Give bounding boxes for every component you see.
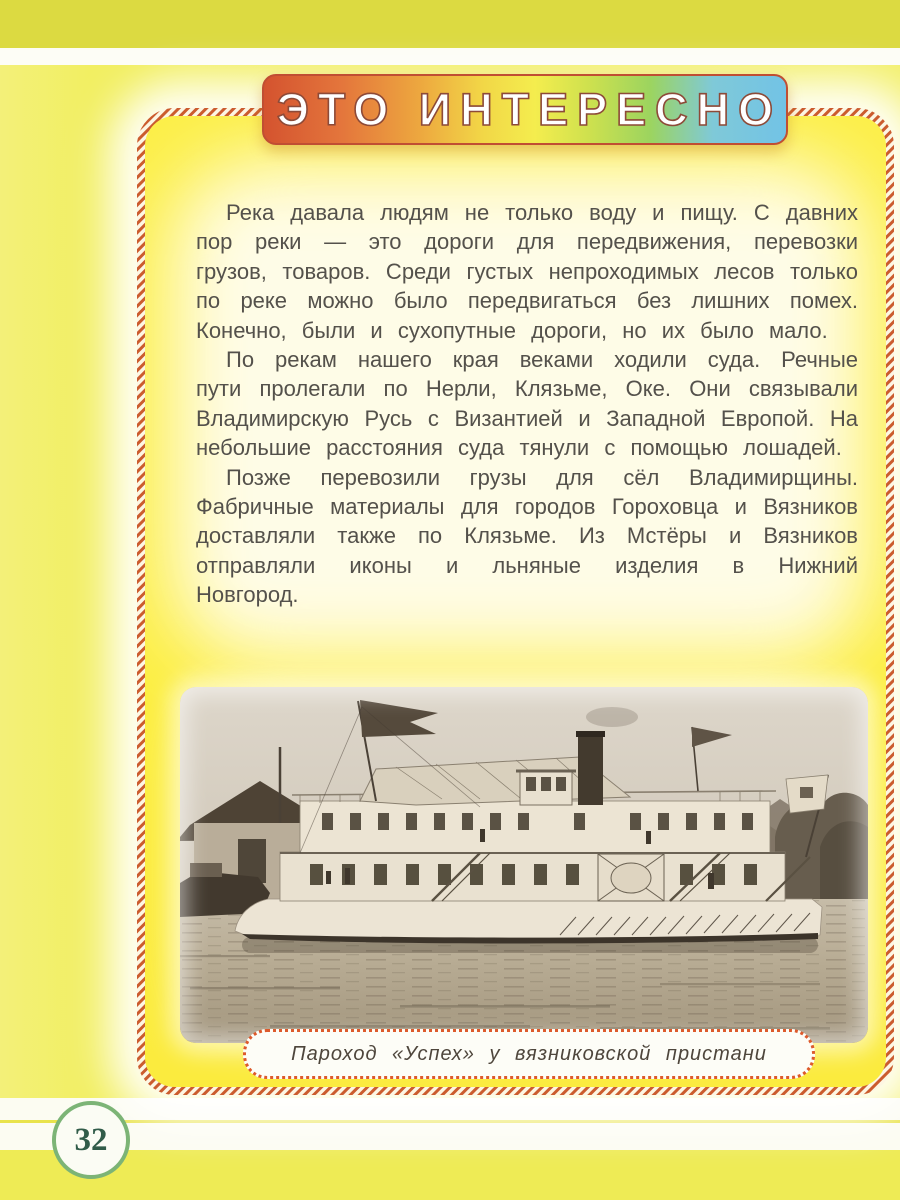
paragraph-1: Река давала людям не только воду и пищу. С давних пор реки — это дороги для передвижения, перевозки грузов, товаров. Среди густых непроходимых лесов только по реке можно было передвигаться без лишних помех. Конечно, были и сухопутные дороги, но их было мало. — [196, 200, 858, 343]
content-frame — [145, 116, 886, 1087]
figure-caption-box — [243, 1029, 815, 1079]
bottom-yellow-band — [0, 1150, 900, 1200]
paragraph-3: Позже перевозили грузы для сёл Владимирщины. Фабричные материалы для городов Гороховца и Вязников доставляли также по Клязьме. Из Мстёры и Вязников отправляли иконы и льняные изделия в Нижний Новгород. — [196, 464, 858, 608]
paragraph-2: По рекам нашего края веками ходили суда. Речные пути пролегали по Нерли, Клязьме, Оке. Они связывали Владимирскую Русь с Византией и Западной Европой. На небольшие расстояния суда тянули с помощью лошадей. — [196, 347, 858, 461]
bottom-rule — [0, 1120, 900, 1123]
page-top-band — [0, 0, 900, 48]
article-text — [196, 198, 858, 610]
page-white-stripe — [0, 48, 900, 65]
section-banner — [262, 74, 788, 145]
page-number-badge — [52, 1101, 130, 1179]
photo-vignette — [180, 687, 868, 1043]
figure-photo — [180, 687, 868, 1043]
figure-caption: Пароход «Успех» у вязниковской пристани — [291, 1042, 767, 1065]
bottom-white-band — [0, 1098, 900, 1150]
banner-title: ЭТО ИНТЕРЕСНО — [276, 83, 783, 135]
page-number: 32 — [74, 1121, 108, 1158]
